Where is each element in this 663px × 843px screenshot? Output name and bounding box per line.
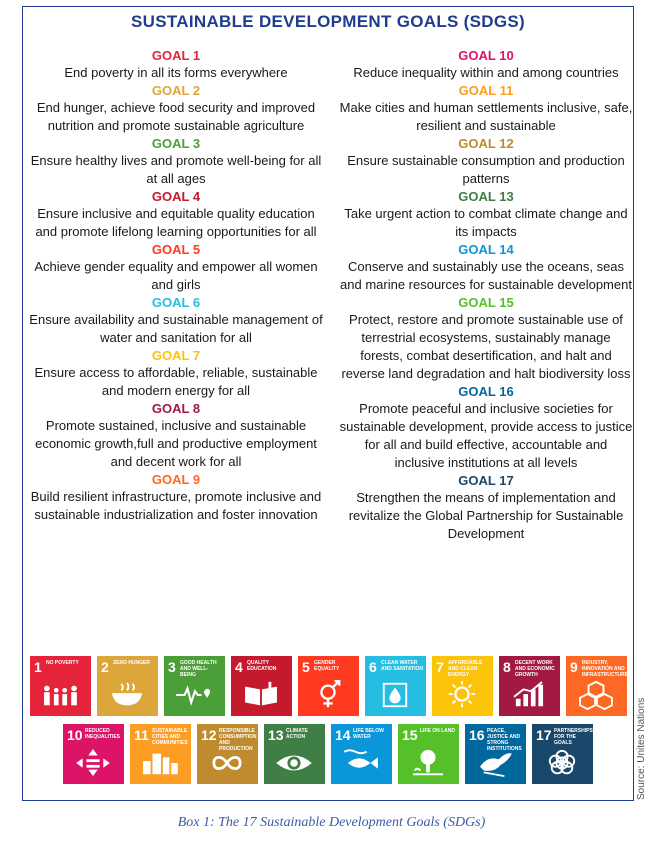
gender-icon bbox=[306, 680, 350, 710]
tile-label: NO POVERTY bbox=[46, 660, 79, 666]
sdg-tile-7 bbox=[432, 656, 493, 716]
goal-description: Make cities and human settlements inclusive, safe, resilient and sustainable bbox=[339, 100, 633, 133]
goal-description: End poverty in all its forms everywhere bbox=[64, 65, 288, 80]
goal-item bbox=[339, 472, 633, 543]
sdg-tile-8 bbox=[499, 656, 560, 716]
goal-description: Achieve gender equality and empower all women and girls bbox=[34, 259, 318, 292]
family-icon bbox=[38, 680, 82, 710]
goal-item bbox=[27, 347, 325, 400]
tile-label: GOOD HEALTH AND WELL-BEING bbox=[180, 660, 217, 678]
goal-description: End hunger, achieve food security and improved nutrition and promote sustainable agriculture bbox=[36, 100, 316, 133]
goal-description: Take urgent action to combat climate change and its impacts bbox=[344, 206, 628, 239]
tile-number: 8 bbox=[503, 659, 511, 675]
tile-number: 17 bbox=[536, 727, 552, 743]
tile-label: LIFE BELOW WATER bbox=[353, 728, 384, 740]
goal-description: Ensure healthy lives and promote well-being for all at all ages bbox=[30, 153, 322, 186]
box-title: SUSTAINABLE DEVELOPMENT GOALS (SDGS) bbox=[131, 12, 525, 31]
water-drop-icon bbox=[373, 680, 417, 710]
sdg-tile-9 bbox=[566, 656, 627, 716]
goal-item bbox=[339, 82, 633, 135]
cubes-icon bbox=[574, 680, 618, 710]
equality-icon bbox=[71, 748, 115, 778]
goal-number: GOAL 5 bbox=[151, 242, 201, 257]
tile-number: 7 bbox=[436, 659, 444, 675]
goal-number: GOAL 9 bbox=[151, 472, 201, 487]
city-icon bbox=[138, 748, 182, 778]
tile-label: DECENT WORK AND ECONOMIC GROWTH bbox=[515, 660, 555, 678]
tile-label: RESPONSIBLE CONSUMPTION AND PRODUCTION bbox=[219, 728, 257, 752]
fish-icon bbox=[339, 748, 383, 778]
goal-number: GOAL 14 bbox=[458, 242, 514, 257]
figure-caption: Box 1: The 17 Sustainable Development Goals (SDGs) bbox=[177, 815, 486, 830]
sdg-tile-14 bbox=[331, 724, 392, 784]
sdg-tile-17 bbox=[532, 724, 593, 784]
goal-number: GOAL 10 bbox=[458, 48, 514, 63]
goal-description: Ensure inclusive and equitable quality education and promote lifelong learning opportunities for all bbox=[35, 206, 317, 239]
goal-description: Ensure access to affordable, reliable, sustainable and modern energy for all bbox=[34, 365, 318, 398]
book-icon bbox=[239, 680, 283, 710]
goal-number: GOAL 11 bbox=[458, 83, 514, 98]
goal-item bbox=[27, 471, 325, 524]
sdg-tile-16 bbox=[465, 724, 526, 784]
goal-number: GOAL 2 bbox=[151, 83, 201, 98]
sun-icon bbox=[440, 680, 484, 710]
tile-label: CLIMATE ACTION bbox=[286, 728, 308, 740]
rings-icon bbox=[540, 748, 584, 778]
eye-globe-icon bbox=[272, 748, 316, 778]
tree-icon bbox=[406, 748, 450, 778]
goal-number: GOAL 8 bbox=[151, 401, 201, 416]
sdg-tile-3 bbox=[164, 656, 225, 716]
sdg-tile-6 bbox=[365, 656, 426, 716]
goal-number: GOAL 3 bbox=[151, 136, 201, 151]
icon-row-1 bbox=[30, 656, 630, 716]
goal-description: Build resilient infrastructure, promote inclusive and sustainable industrialization and foster innovation bbox=[30, 489, 322, 522]
goal-number: GOAL 15 bbox=[458, 295, 514, 310]
goal-number: GOAL 16 bbox=[458, 384, 514, 399]
tile-number: 6 bbox=[369, 659, 377, 675]
tile-label: QUALITY EDUCATION bbox=[247, 660, 277, 672]
goal-item bbox=[27, 294, 325, 347]
tile-label: REDUCED INEQUALITIES bbox=[85, 728, 121, 740]
sdg-tile-13 bbox=[264, 724, 325, 784]
sdg-tile-4 bbox=[231, 656, 292, 716]
tile-number: 15 bbox=[402, 727, 418, 743]
tile-label: INDUSTRY, INNOVATION AND INFRASTRUCTURE bbox=[582, 660, 629, 678]
goal-number: GOAL 13 bbox=[458, 189, 514, 204]
goal-item bbox=[339, 47, 633, 82]
source-note: Source: Unites Nations bbox=[636, 697, 647, 800]
tile-number: 16 bbox=[469, 727, 485, 743]
goal-item bbox=[27, 188, 325, 241]
icon-row-2 bbox=[30, 724, 630, 784]
goal-description: Promote peaceful and inclusive societies for sustainable development, provide access to justice for all and build effective, accountable and inclusive institutions at all levels bbox=[339, 401, 633, 470]
tile-number: 11 bbox=[134, 727, 149, 743]
left-goal-column bbox=[27, 47, 325, 524]
tile-label: CLEAN WATER AND SANITATION bbox=[381, 660, 424, 672]
dove-icon bbox=[473, 748, 517, 778]
tile-number: 9 bbox=[570, 659, 578, 675]
goal-item bbox=[339, 383, 633, 472]
tile-label: SUSTAINABLE CITIES AND COMMUNITIES bbox=[152, 728, 188, 746]
tile-label: GENDER EQUALITY bbox=[314, 660, 340, 672]
sdg-tile-5 bbox=[298, 656, 359, 716]
tile-label: PARTNERSHIPS FOR THE GOALS bbox=[554, 728, 593, 746]
sdg-tile-11 bbox=[130, 724, 191, 784]
tile-label: ZERO HUNGER bbox=[113, 660, 150, 666]
goal-item bbox=[339, 188, 633, 241]
goal-item bbox=[339, 135, 633, 188]
tile-number: 13 bbox=[268, 727, 284, 743]
tile-label: LIFE ON LAND bbox=[420, 728, 455, 734]
tile-number: 3 bbox=[168, 659, 176, 675]
goal-item bbox=[27, 135, 325, 188]
goal-description: Ensure sustainable consumption and production patterns bbox=[347, 153, 625, 186]
sdg-tile-15 bbox=[398, 724, 459, 784]
goal-number: GOAL 12 bbox=[458, 136, 514, 151]
sdg-tile-12 bbox=[197, 724, 258, 784]
tile-number: 5 bbox=[302, 659, 310, 675]
goal-number: GOAL 4 bbox=[151, 189, 201, 204]
sdg-tile-1 bbox=[30, 656, 91, 716]
goal-item bbox=[339, 241, 633, 294]
goal-item bbox=[339, 294, 633, 383]
goal-description: Ensure availability and sustainable management of water and sanitation for all bbox=[29, 312, 323, 345]
goal-description: Strengthen the means of implementation and revitalize the Global Partnership for Sustainable Development bbox=[348, 490, 624, 541]
goal-item bbox=[27, 47, 325, 82]
heartbeat-icon bbox=[172, 680, 216, 710]
goal-number: GOAL 17 bbox=[458, 473, 514, 488]
sdg-icon-grid bbox=[30, 656, 630, 792]
tile-number: 12 bbox=[201, 727, 217, 743]
tile-number: 1 bbox=[34, 659, 42, 675]
goal-description: Reduce inequality within and among countries bbox=[353, 65, 619, 80]
tile-number: 2 bbox=[101, 659, 109, 675]
goal-item bbox=[27, 400, 325, 471]
bowl-icon bbox=[105, 680, 149, 710]
tile-number: 4 bbox=[235, 659, 243, 675]
tile-label: PEACE, JUSTICE AND STRONG INSTITUTIONS bbox=[487, 728, 522, 752]
tile-number: 10 bbox=[67, 727, 83, 743]
sdg-tile-10 bbox=[63, 724, 124, 784]
goal-description: Conserve and sustainably use the oceans, seas and marine resources for sustainable development bbox=[340, 259, 632, 292]
growth-chart-icon bbox=[507, 680, 551, 710]
sdg-tile-2 bbox=[97, 656, 158, 716]
goal-item bbox=[27, 241, 325, 294]
goal-description: Promote sustained, inclusive and sustainable economic growth,full and productive employment and decent work for all bbox=[35, 418, 317, 469]
goal-item bbox=[27, 82, 325, 135]
goal-number: GOAL 6 bbox=[151, 295, 201, 310]
tile-number: 14 bbox=[335, 727, 351, 743]
tile-label: AFFORDABLE AND CLEAN ENERGY bbox=[448, 660, 483, 678]
goal-number: GOAL 1 bbox=[151, 48, 201, 63]
right-goal-column bbox=[339, 47, 633, 543]
infinity-icon bbox=[205, 748, 249, 778]
goal-description: Protect, restore and promote sustainable use of terrestrial ecosystems, sustainably manage forests, combat desertification, and halt and reverse land degradation and halt biodiversity loss bbox=[341, 312, 631, 381]
goal-number: GOAL 7 bbox=[151, 348, 201, 363]
